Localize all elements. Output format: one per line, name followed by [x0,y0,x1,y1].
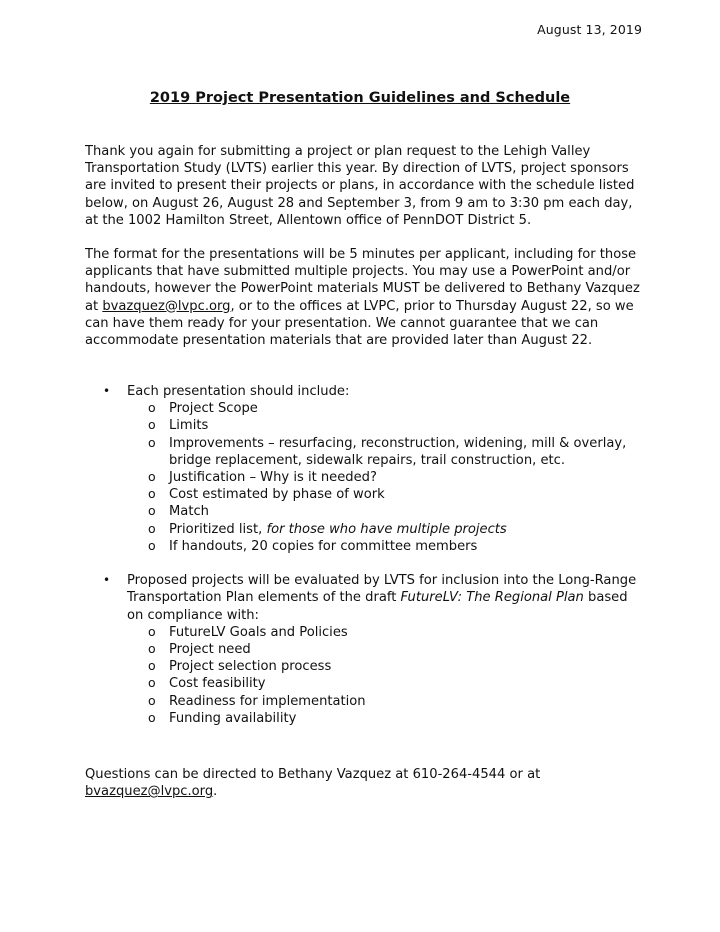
sub-item-text: Cost feasibility [169,676,266,692]
document-date: August 13, 2019 [537,22,642,37]
bullet-intro-end: based on compliance with: [127,590,628,623]
sub-item-text: Prioritized list, [169,521,267,537]
sub-item [127,641,645,658]
bullet-intro: Each presentation should include: [127,384,350,399]
closing-email-link[interactable]: bvazquez@lvpc.org [85,784,214,800]
sub-item-text: FutureLV Goals and Policies [169,624,348,640]
circle-bullet-icon: o [148,486,156,502]
document-title: 2019 Project Presentation Guidelines and Schedule [149,90,571,106]
closing-paragraph [85,766,645,800]
circle-bullet-icon: o [148,675,156,691]
closing-text: Questions can be directed to Bethany Vazquez at 610-264-4544 or at [85,767,541,782]
sub-item-text: Justification – Why is it needed? [169,470,377,486]
sub-item [127,503,645,520]
circle-bullet-icon: o [148,434,156,450]
format-text-after: , or to the offices at LVPC, prior to Thursday August 22, so we can have them ready for your presentation. We cannot guarantee that we can accommodate presentation materials that are provided later than August 22. [85,298,634,349]
sub-item-text: Readiness for implementation [169,693,366,709]
sub-item [127,675,645,692]
sub-item [127,417,645,434]
sub-item [127,521,645,538]
circle-bullet-icon: o [148,503,156,519]
sub-item-text: Project need [169,642,251,658]
intro-paragraph: Thank you again for submitting a project or plan request to the Lehigh Valley Transportation Study (LVTS) earlier this year. By direction of LVTS, project sponsors are invited to present their projects or plans, in accordance with the schedule listed below, on August 26, August 28 and September 3, from 9 am to 3:30 pm each day, at the 1002 Hamilton Street, Allentown office of PennDOT District 5. [85,144,635,228]
circle-bullet-icon: o [148,417,156,433]
sub-item [127,538,645,555]
plan-name: FutureLV: The Regional Plan [400,590,584,606]
circle-bullet-icon: o [148,692,156,708]
circle-bullet-icon: o [148,400,156,416]
circle-bullet-icon: o [148,641,156,657]
sub-item-text: Funding availability [169,710,297,726]
sub-item-text: Match [169,504,209,520]
circle-bullet-icon: o [148,537,156,553]
sub-item [127,435,645,469]
circle-bullet-icon: o [148,709,156,725]
sub-item [127,693,645,710]
sub-item-text: Improvements – resurfacing, reconstruction, widening, mill & overlay, bridge replacement, sidewalk repairs, trail construction, etc. [169,435,627,468]
sub-item [127,658,645,675]
bullet-icon: • [103,573,111,588]
sub-item-text: If handouts, 20 copies for committee members [169,538,478,554]
sub-item [127,486,645,503]
sub-item [127,710,645,727]
sub-item [127,469,645,486]
circle-bullet-icon: o [148,658,156,674]
sub-item [127,400,645,417]
sub-item [127,624,645,641]
sub-item-text: Project selection process [169,659,332,675]
bullet-intro: Proposed projects will be evaluated by LVTS for inclusion into the Long-Range Transportation Plan elements of the draft [127,573,637,606]
sub-item-italic-text: for those who have multiple projects [266,521,507,537]
sub-item-text: Project Scope [169,401,258,417]
bullet-icon: • [103,384,111,398]
bullet-evaluation [85,572,645,727]
circle-bullet-icon: o [148,623,156,639]
sub-list-evaluation [127,624,645,727]
format-text-before: The format for the presentations will be 5 minutes per applicant, including for those applicants that have submitted multiple projects. You may use a PowerPoint and/or handouts, however the PowerPoint materials MUST be delivered to Bethany Vazquez at [85,247,640,314]
sub-list-presentation [127,400,645,555]
format-paragraph [85,246,645,349]
bullet-list [85,383,645,727]
email-link[interactable]: bvazquez@lvpc.org [102,298,231,314]
closing-period: . [213,784,218,800]
sub-item-text: Cost estimated by phase of work [169,487,385,503]
circle-bullet-icon: o [148,520,156,536]
sub-item-text: Limits [169,418,209,434]
circle-bullet-icon: o [148,469,156,485]
bullet-presentation [85,383,645,555]
